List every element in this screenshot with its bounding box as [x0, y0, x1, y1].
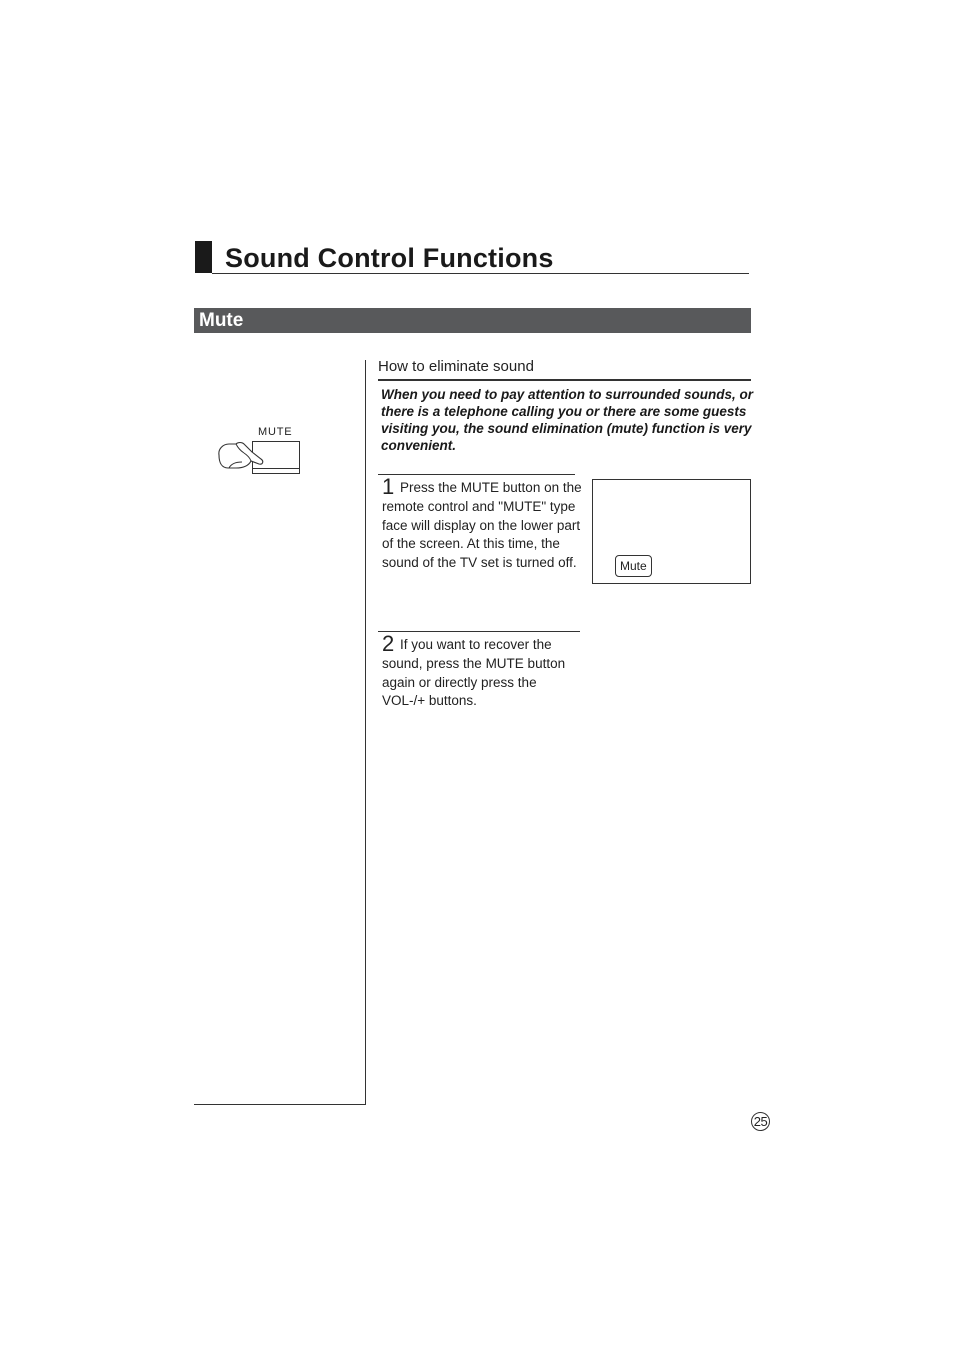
page-title: Sound Control Functions — [225, 243, 554, 273]
step-1-rule — [378, 474, 575, 475]
step-1-text: Press the MUTE button on the remote control and "MUTE" type face will display on the lower part of the screen. At this time, the sound of the TV set is turned off. — [382, 480, 582, 571]
remote-mute-label: MUTE — [258, 426, 293, 438]
step-1-number: 1 — [382, 474, 395, 499]
step-2-rule — [378, 631, 580, 632]
title-underline — [212, 273, 749, 274]
column-divider — [365, 360, 366, 1105]
osd-mute-indicator: Mute — [615, 555, 652, 577]
section-title: Mute — [199, 310, 244, 331]
bottom-rule — [194, 1104, 366, 1105]
subheading-rule — [378, 379, 751, 381]
page-number: 25 — [751, 1112, 770, 1131]
step-2-number: 2 — [382, 631, 395, 656]
step-1 — [382, 476, 582, 573]
step-2 — [382, 633, 582, 711]
intro-paragraph: When you need to pay attention to surrounded sounds, or there is a telephone calling you or there are some guests visiting you, the sound elimination (mute) function is very convenient. — [381, 387, 754, 453]
step-2-text: If you want to recover the sound, press the MUTE button again or directly press the VOL-/+ buttons. — [382, 637, 566, 709]
title-marker-bar — [195, 241, 212, 273]
section-band — [194, 308, 751, 333]
subheading: How to eliminate sound — [378, 358, 534, 375]
pointing-hand-icon — [216, 438, 268, 472]
